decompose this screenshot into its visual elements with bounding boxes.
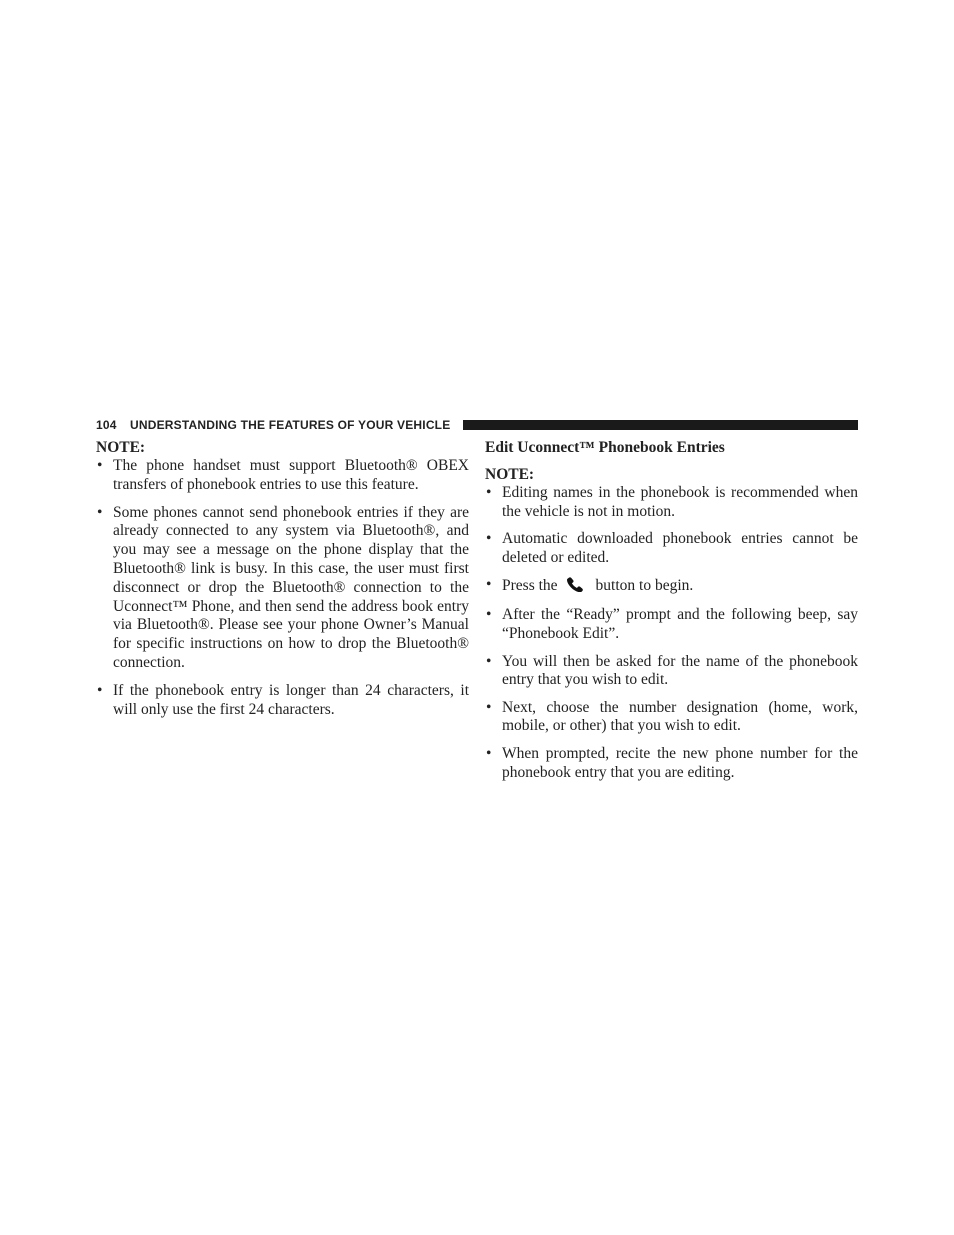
press-after-text: button to begin. <box>595 577 694 595</box>
list-item <box>485 606 858 644</box>
section-heading: Edit Uconnect™ Phonebook Entries <box>485 439 725 456</box>
list-item <box>485 530 858 568</box>
bullet-glyph: • <box>97 682 103 700</box>
header-rule <box>463 420 858 430</box>
left-column <box>96 438 469 729</box>
list-item <box>485 484 858 522</box>
bullet-glyph: • <box>486 698 492 716</box>
press-before-text: Press the <box>502 577 558 595</box>
section-title: UNDERSTANDING THE FEATURES OF YOUR VEHICLE <box>130 418 451 432</box>
bullet-glyph: • <box>486 744 492 762</box>
bullet-glyph: • <box>486 484 492 501</box>
bullet-glyph: • <box>97 457 103 474</box>
page-number: 104 <box>96 418 117 432</box>
list-item-text: You will then be asked for the name of the phonebook entry that you wish to edit. <box>502 652 858 689</box>
list-item <box>96 504 469 673</box>
list-item-text: After the “Ready” prompt and the following beep, say “Phonebook Edit”. <box>502 606 858 643</box>
note-label: NOTE: <box>96 439 146 456</box>
list-item-text: Editing names in the phonebook is recommended when the vehicle is not in motion. <box>502 484 858 520</box>
list-item-text: When prompted, recite the new phone number for the phonebook entry that you are editing. <box>502 744 858 781</box>
bullet-glyph: • <box>486 606 492 624</box>
list-item-text: Some phones cannot send phonebook entries if they are already connected to any system via Bluetooth®, and you may see a message on the phone display that the Bluetooth® link is busy. In this case, the user must first disconnect or drop the Bluetooth® connection to the Uconnect™ Phone, and then send the address book entry via Bluetooth®. Please see your phone Owner’s Manual for specific instructions on how to drop the Bluetooth® connection. <box>113 503 469 671</box>
steps-list <box>485 484 858 782</box>
bullet-glyph: • <box>486 576 492 594</box>
list-item-text: Next, choose the number designation (home, work, mobile, or other) that you wish to edit. <box>502 698 858 735</box>
bullet-glyph: • <box>97 503 103 521</box>
bullet-glyph: • <box>486 530 492 548</box>
list-item-text: The phone handset must support Bluetooth® OBEX transfers of phonebook entries to use this feature. <box>113 457 469 493</box>
page-header <box>96 417 858 433</box>
list-item <box>485 653 858 691</box>
note-list <box>96 457 469 720</box>
list-item <box>485 576 858 596</box>
phone-icon <box>565 576 587 592</box>
list-item <box>485 699 858 737</box>
note-label: NOTE: <box>485 466 535 483</box>
list-item-text: If the phonebook entry is longer than 24 characters, it will only use the first 24 characters. <box>113 682 469 719</box>
list-item <box>96 457 469 495</box>
bullet-glyph: • <box>486 652 492 670</box>
list-item <box>96 682 469 720</box>
right-column <box>485 438 858 791</box>
list-item-text: Automatic downloaded phonebook entries cannot be deleted or edited. <box>502 530 858 566</box>
list-item <box>485 745 858 783</box>
